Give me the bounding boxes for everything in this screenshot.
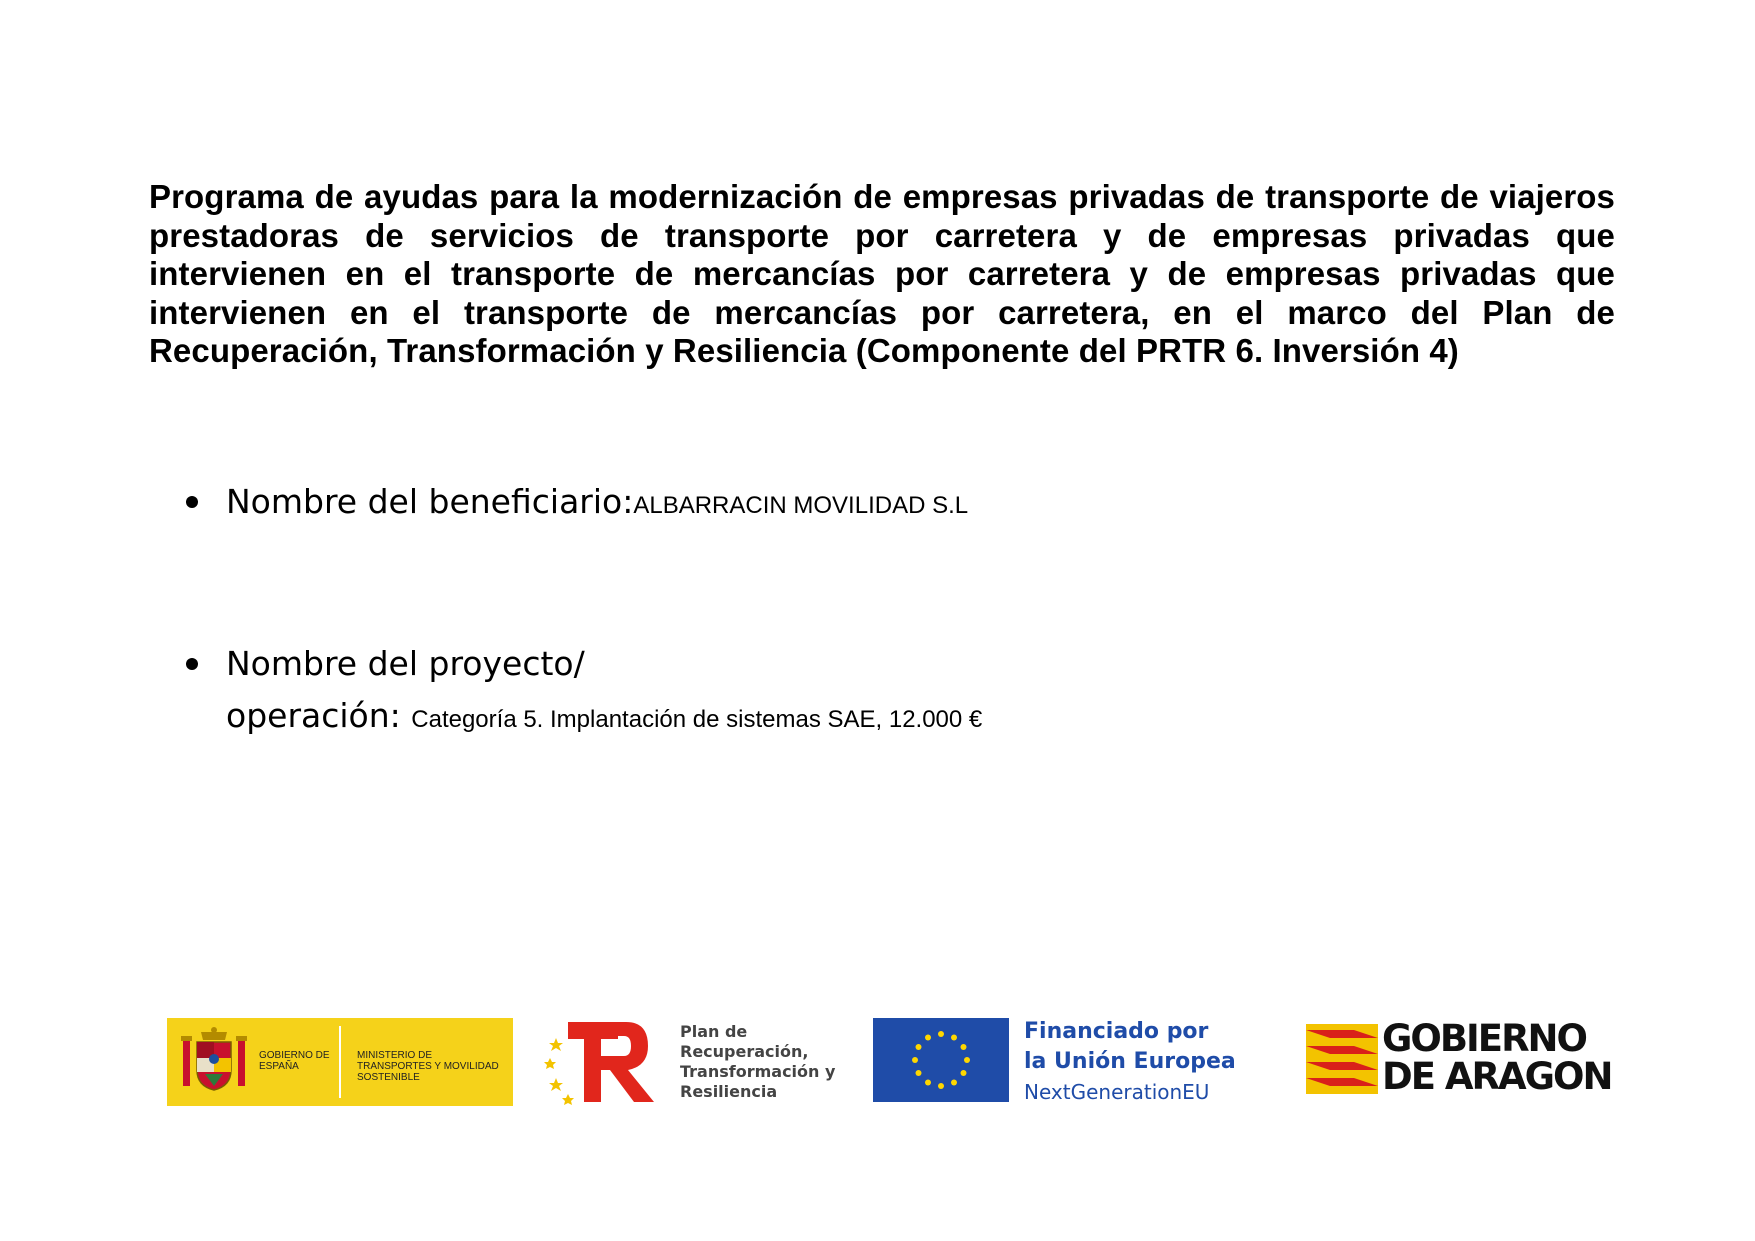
project-label-line1: Nombre del proyecto/: [226, 644, 585, 683]
eu-line2: la Unión Europea: [1024, 1049, 1236, 1074]
bullet-icon: [186, 496, 198, 508]
bullet-icon: [186, 658, 198, 670]
prtr-tr-icon: [544, 1016, 674, 1106]
gobierno-espana-logo: [167, 1018, 513, 1106]
spain-left-text: GOBIERNO DE ESPAÑA: [259, 1050, 330, 1072]
aragon-line1: GOBIERNO: [1382, 1017, 1586, 1060]
beneficiary-label: Nombre del beneficiario:: [226, 482, 634, 521]
project-value: Categoría 5. Implantación de sistemas SAE, 12.000 €: [411, 706, 983, 733]
aragon-line2: DE ARAGON: [1382, 1055, 1612, 1098]
logo-divider: [339, 1026, 341, 1098]
spain-right-text: MINISTERIO DE TRANSPORTES Y MOVILIDAD SOSTENIBLE: [357, 1050, 499, 1083]
aragon-flag-icon: [1306, 1024, 1378, 1094]
prtr-logo: [544, 1016, 834, 1106]
prtr-text: Plan de Recuperación, Transformación y Resiliencia: [680, 1022, 836, 1101]
eu-funding-logo: [873, 1018, 1263, 1104]
eu-line1: Financiado por: [1024, 1019, 1209, 1044]
spain-coat-of-arms-icon: [179, 1026, 249, 1098]
document-title: Programa de ayudas para la modernización de empresas privadas de transporte de viajeros prestadoras de servicios de transporte por carretera y de empresas privadas que intervienen en el transporte de mercancías por carretera y de empresas privadas que intervienen en el transporte de mercancías por carretera, en el marco del Plan de Recuperación, Transformación y Resiliencia (Componente del PRTR 6. Inversión 4): [149, 178, 1615, 369]
eu-flag-icon: [873, 1018, 1009, 1102]
gobierno-aragon-logo: [1306, 1017, 1646, 1098]
eu-line3: NextGenerationEU: [1024, 1080, 1210, 1104]
project-label-line2: operación:: [226, 696, 401, 735]
beneficiary-value: ALBARRACIN MOVILIDAD S.L: [633, 492, 969, 519]
